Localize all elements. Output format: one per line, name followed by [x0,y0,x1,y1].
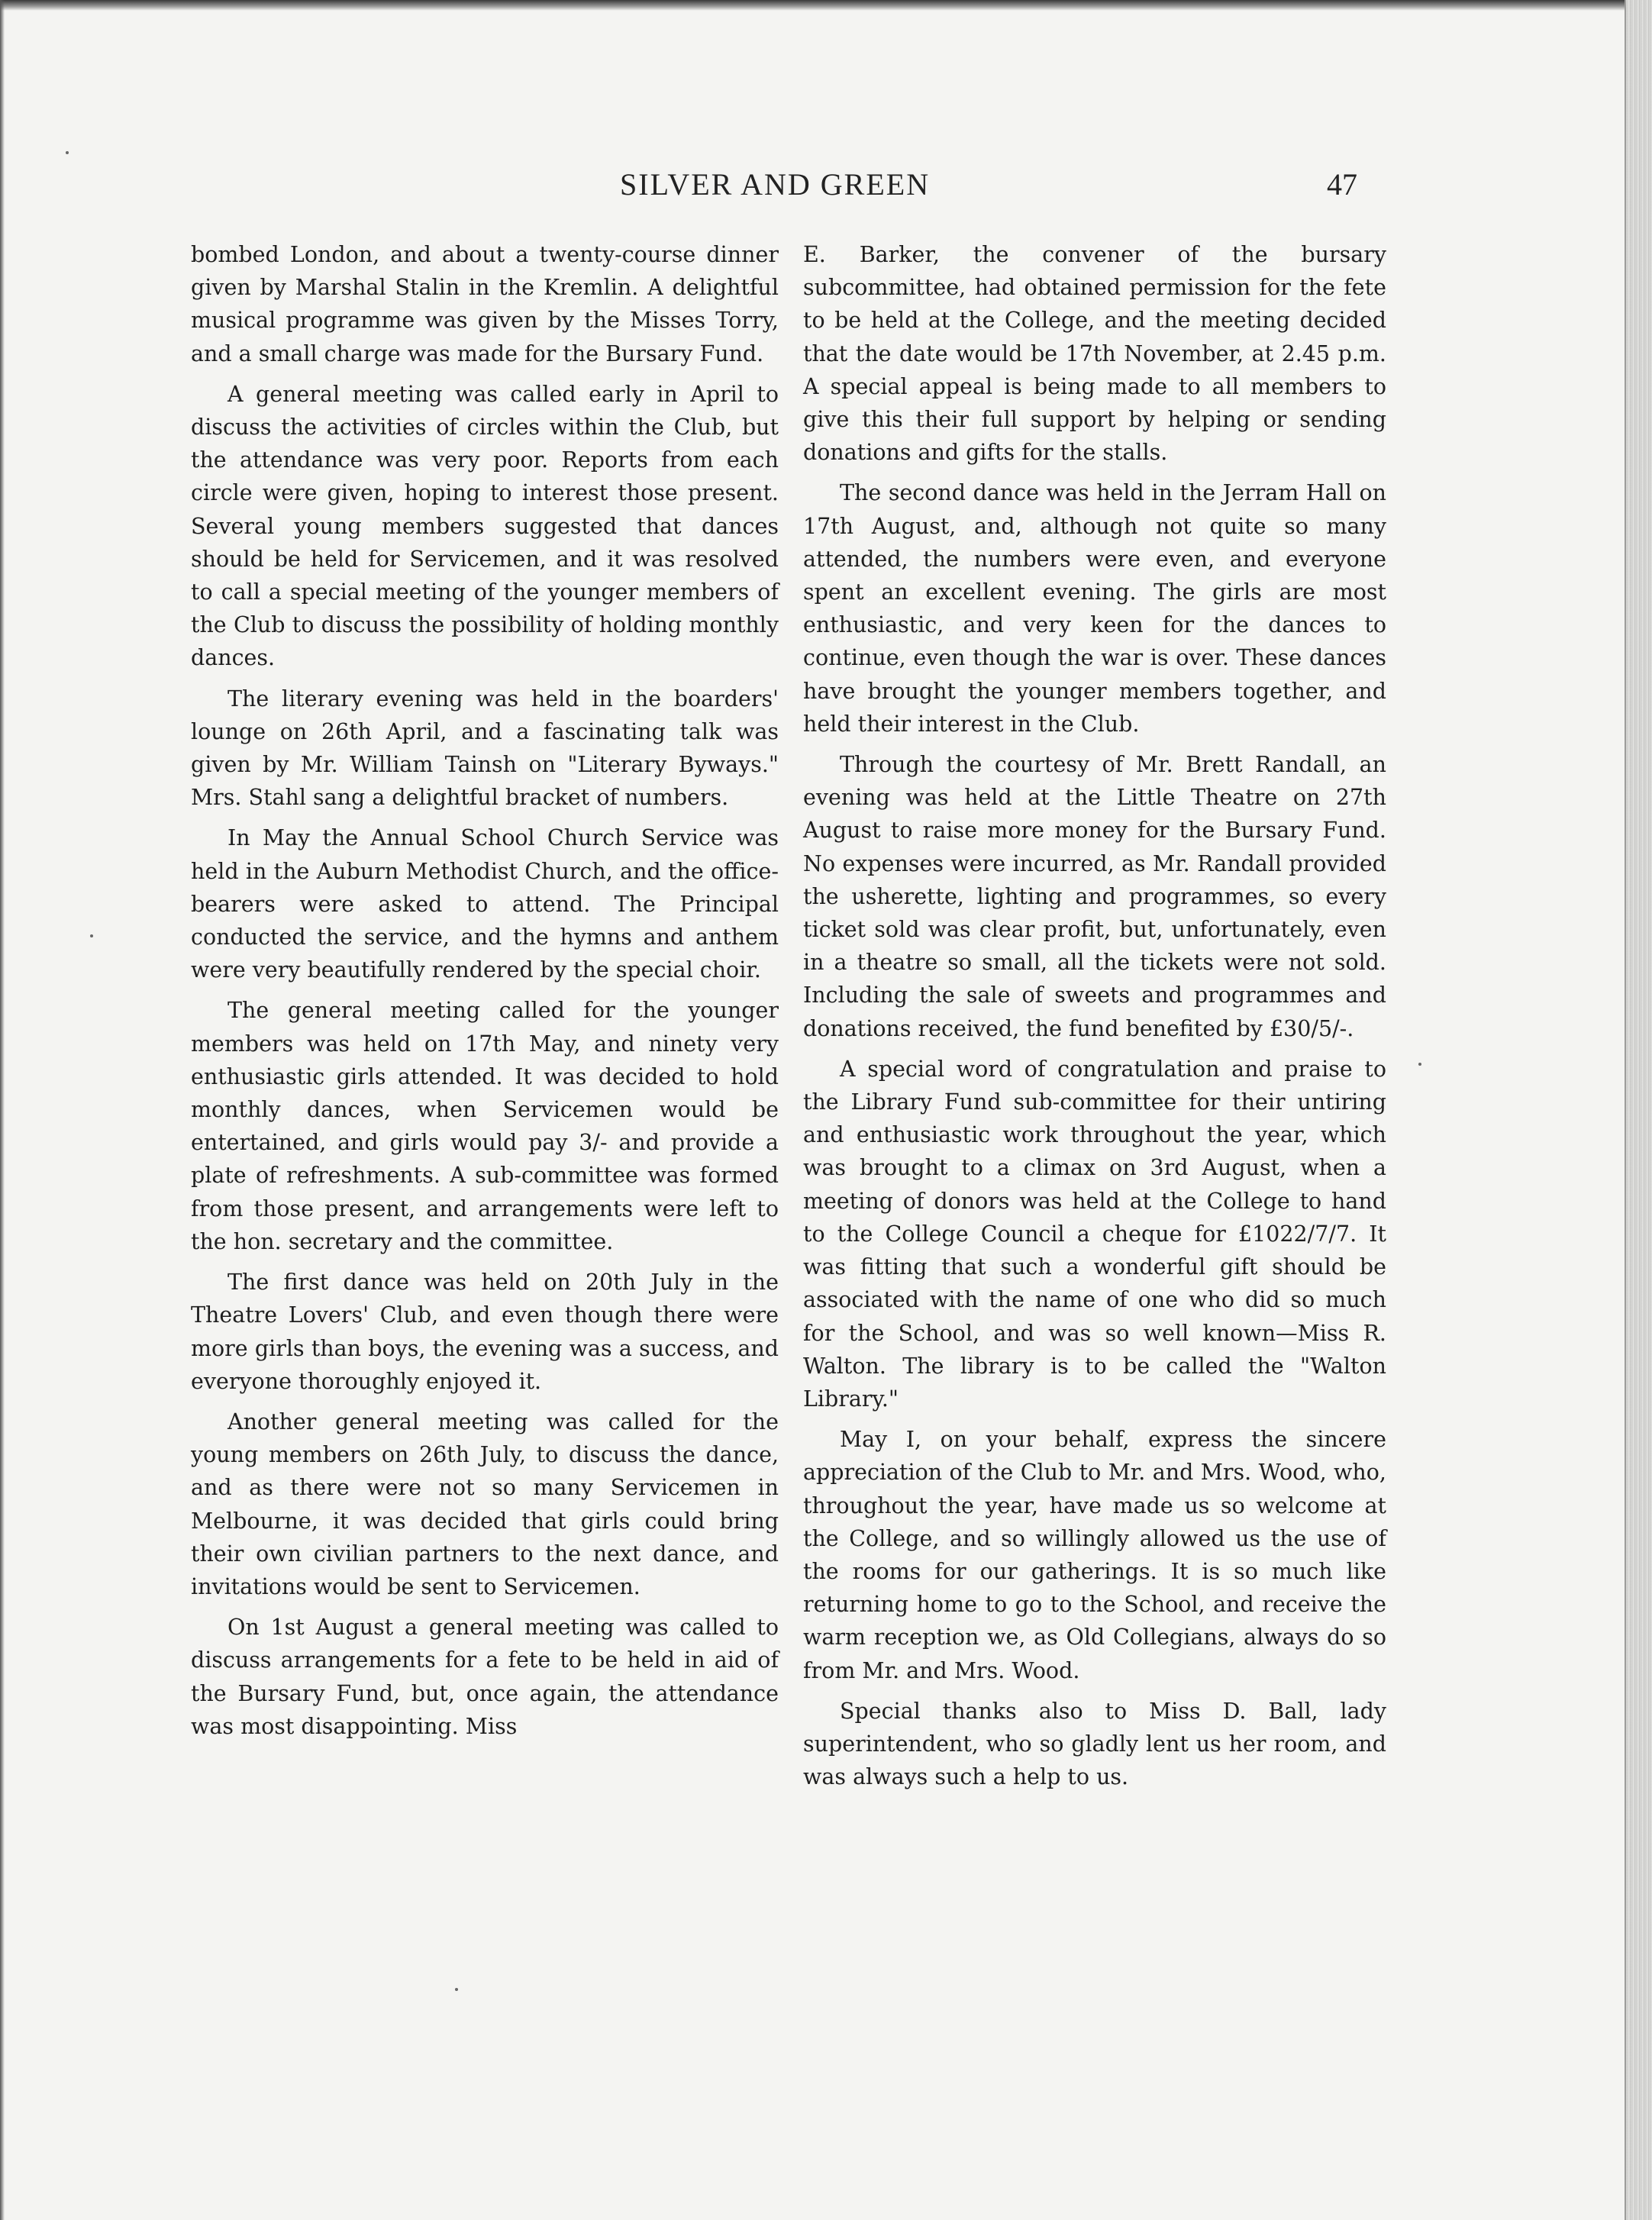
dust-speck [1418,1063,1421,1066]
paragraph: A special word of congratulation and praise to the Library Fund sub-committee for their untiring and enthusiastic work throughout the year, which was brought to a climax on 3rd August, when a meeting of donors was held at the College to hand to the College Council a cheque for £1022/7/7. It was fitting that such a wonderful gift should be associated with the name of one who did so much for the School, and was so well known—Miss R. Walton. The library is to be called the "Walton Library." [803,1056,1386,1412]
page-stack-edge [1625,0,1652,2220]
paragraph: The literary evening was held in the boarders' lounge on 26th April, and a fascinating talk was given by Mr. William Tainsh on "Literary Byways." Mrs. Stahl sang a delightful bracket of numbers. [191,686,779,811]
dust-speck [455,1988,458,1991]
paragraph: E. Barker, the convener of the bursary subcommittee, had obtained permission for the fete to be held at the College, and the meeting decided that the date would be 17th November, at 2.45 p.m. A special appeal is being made to all members to give this their full support by helping or sending donations and gifts for the stalls. [803,242,1386,466]
paragraph: The general meeting called for the younger members was held on 17th May, and ninety very enthusiastic girls attended. It was decided to hold monthly dances, when Servicemen would be entertained, and girls would pay 3/- and provide a plate of refreshments. A sub-committee was formed from those present, and arrangements were left to the hon. secretary and the committee. [191,998,779,1254]
paragraph: bombed London, and about a twenty-course dinner given by Marshal Stalin in the Kremlin. A delightful musical programme was given by the Misses Torry, and a small charge was made for the Bursary Fund. [191,242,779,366]
dust-speck [90,934,93,937]
paragraph: Through the courtesy of Mr. Brett Randall, an evening was held at the Little Theatre on 27th August to raise more money for the Bursary Fund. No expenses were incurred, as Mr. Randall provided the usherette, lighting and programmes, so every ticket sold was clear profit, but, unfortunately, even in a theatre so small, all the tickets were not sold. Including the sale of sweets and programmes and donations received, the fund benefited by £30/5/-. [803,752,1386,1041]
dust-speck [66,151,69,154]
paragraph: Special thanks also to Miss D. Ball, lady superintendent, who so gladly lent us her room, and was always such a help to us. [803,1698,1386,1790]
paragraph: The first dance was held on 20th July in the Theatre Lovers' Club, and even though there were more girls than boys, the evening was a success, and everyone thoroughly enjoyed it. [191,1270,779,1394]
running-head-title: SILVER AND GREEN [620,167,931,202]
paragraph: May I, on your behalf, express the sincere appreciation of the Club to Mr. and Mrs. Wood, who, throughout the year, have made us so welcome at the College, and so willingly allowed us the use of the rooms for our gatherings. It is so much like returning home to go to the School, and receive the warm reception we, as Old Collegians, always do so from Mr. and Mrs. Wood. [803,1427,1386,1683]
right-column [803,238,1386,1801]
page-number: 47 [1327,167,1357,202]
paragraph: On 1st August a general meeting was called to discuss arrangements for a fete to be held in aid of the Bursary Fund, but, once again, the attendance was most disappointing. Miss [191,1615,779,1739]
scan-left-edge [0,0,5,2220]
paragraph: The second dance was held in the Jerram Hall on 17th August, and, although not quite so many attended, the numbers were even, and everyone spent an excellent evening. The girls are most enthusiastic, and very keen for the dances to continue, even though the war is over. These dances have brought the younger members together, and held their interest in the Club. [803,480,1386,737]
scan-top-edge [0,0,1652,11]
paragraph: A general meeting was called early in April to discuss the activities of circles within the Club, but the attendance was very poor. Reports from each circle were given, hoping to interest those present. Several young members suggested that dances should be held for Servicemen, and it was resolved to call a special meeting of the younger members of the Club to discuss the possibility of holding monthly dances. [191,381,779,671]
paragraph: Another general meeting was called for the young members on 26th July, to discuss the dance, and as there were not so many Servicemen in Melbourne, it was decided that girls could bring their own civilian partners to the next dance, and invitations would be sent to Servicemen. [191,1408,779,1599]
paragraph: In May the Annual School Church Service was held in the Auburn Methodist Church, and the office-bearers were asked to attend. The Principal conducted the service, and the hymns and anthem were very beautifully rendered by the special choir. [191,825,779,983]
left-column [191,238,779,1751]
